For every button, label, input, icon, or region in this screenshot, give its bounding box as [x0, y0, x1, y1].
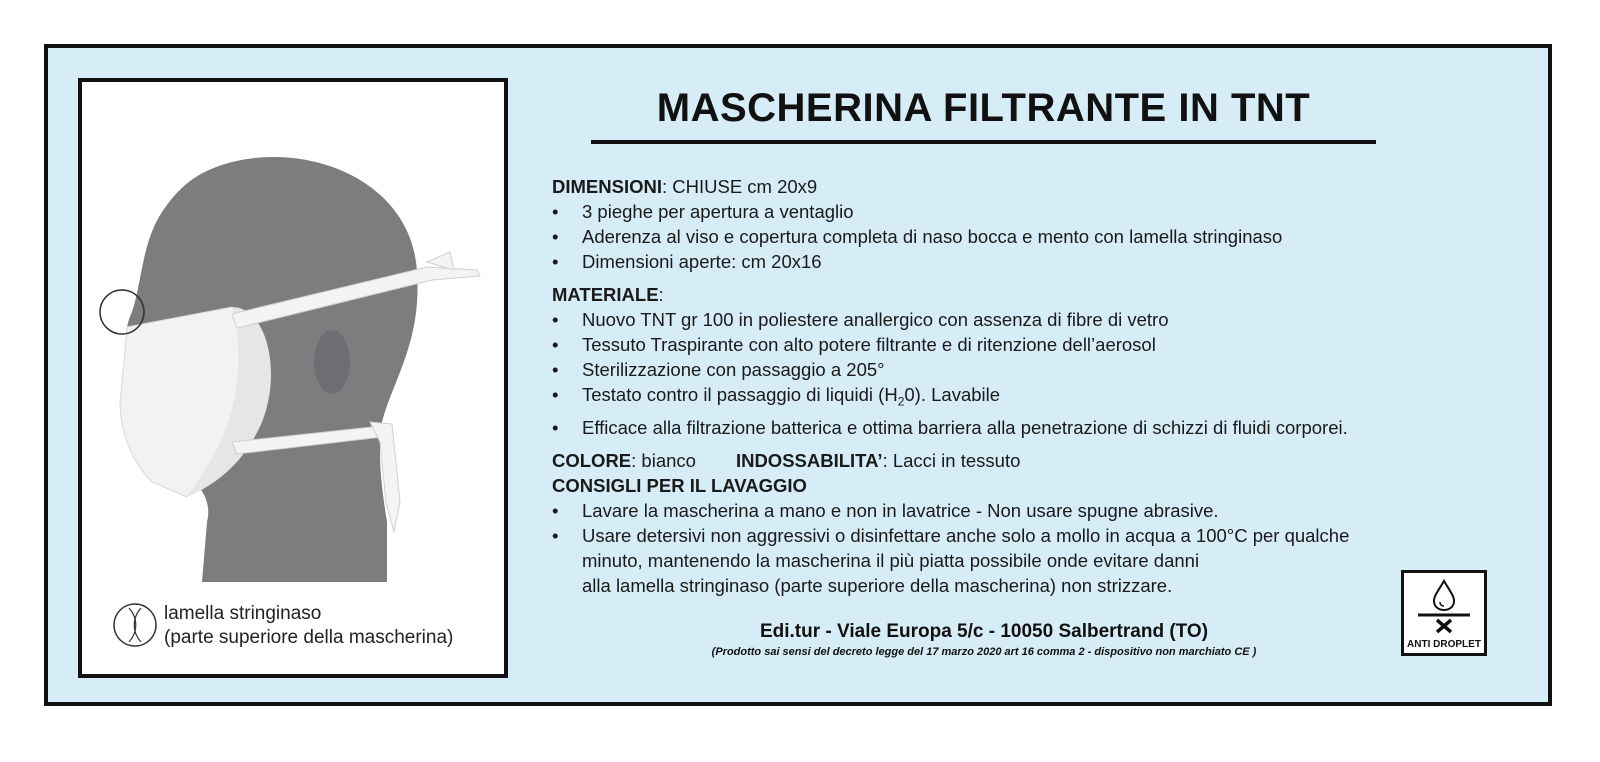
indossabilita-value: : Lacci in tessuto — [882, 449, 1021, 471]
droplet-cross-icon — [1404, 575, 1484, 635]
legend-line-2: (parte superiore della mascherina) — [164, 627, 454, 648]
manufacturer-address: Edi.tur - Viale Europa 5/c - 10050 Salbertrand (TO) — [759, 621, 1209, 642]
list-item: • Aderenza al viso e copertura completa di naso bocca e mento con lamella stringinaso — [582, 224, 1512, 249]
indossabilita-label: INDOSSABILITA’ — [735, 449, 883, 471]
list-item — [582, 523, 1512, 598]
mannequin-with-mask-illustration — [82, 82, 504, 674]
colore-label: COLORE — [552, 449, 632, 471]
nose-clip-icon — [112, 602, 158, 648]
lavaggio-item2-line3: alla lamella stringinaso (parte superiore della mascherina) non strizzare. — [582, 574, 1173, 596]
page-title: MASCHERINA FILTRANTE IN TNT — [656, 86, 1311, 130]
lavaggio-item2-line2: minuto, mantenendo la mascherina il più piatta possibile onde evitare danni — [582, 549, 1200, 571]
title-underline — [591, 140, 1376, 144]
list-item: • Efficace alla filtrazione batterica e ottima barriera alla penetrazione di schizzi di fluidi corporei. — [582, 415, 1512, 440]
list-item-h2o — [582, 382, 1512, 415]
materiale-label: MATERIALE — [552, 284, 659, 305]
product-card — [44, 44, 1552, 706]
badge-label: ANTI DROPLET — [1407, 639, 1481, 650]
anti-droplet-badge — [1401, 570, 1487, 656]
list-item: • Sterilizzazione con passaggio a 205° — [582, 357, 1512, 382]
dimensioni-value: : CHIUSE cm 20x9 — [661, 176, 818, 197]
dimensioni-list — [552, 199, 1512, 274]
legal-note: (Prodotto sai sensi del decreto legge del 17 marzo 2020 art 16 comma 2 - dispositivo non marchiato CE ) — [711, 646, 1257, 658]
lavaggio-heading: CONSIGLI PER IL LAVAGGIO — [552, 474, 807, 496]
h2o-prefix: Testato contro il passaggio di liquidi (H — [582, 384, 898, 405]
materiale-list — [552, 307, 1512, 440]
colore-indossabilita-row — [552, 448, 1512, 473]
product-photo-frame — [78, 78, 508, 678]
dimensioni-label: DIMENSIONI — [552, 176, 662, 197]
list-item: • Lavare la mascherina a mano e non in lavatrice - Non usare spugne abrasive. — [582, 498, 1512, 523]
list-item: • 3 pieghe per apertura a ventaglio — [582, 199, 1512, 224]
legend-line-1: lamella stringinaso — [164, 603, 322, 624]
colore-value: : bianco — [631, 449, 696, 471]
product-specs — [552, 172, 1512, 606]
list-item: • Dimensioni aperte: cm 20x16 — [582, 249, 1512, 274]
materiale-suffix: : — [658, 284, 664, 305]
dimensioni-heading — [552, 174, 1512, 199]
legend-text — [164, 602, 453, 650]
h2o-subscript: 2 — [897, 394, 905, 409]
list-item: • Nuovo TNT gr 100 in poliestere anallergico con assenza di fibre di vetro — [582, 307, 1512, 332]
list-item: • Tessuto Traspirante con alto potere filtrante e di ritenzione dell’aerosol — [582, 332, 1512, 357]
lavaggio-list — [552, 498, 1512, 598]
h2o-suffix: 0). Lavabile — [904, 384, 1001, 405]
materiale-heading — [552, 282, 1512, 307]
lavaggio-item2-line1: • Usare detersivi non aggressivi o disinfettare anche solo a mollo in acqua a 100°C per qualche — [582, 524, 1350, 546]
